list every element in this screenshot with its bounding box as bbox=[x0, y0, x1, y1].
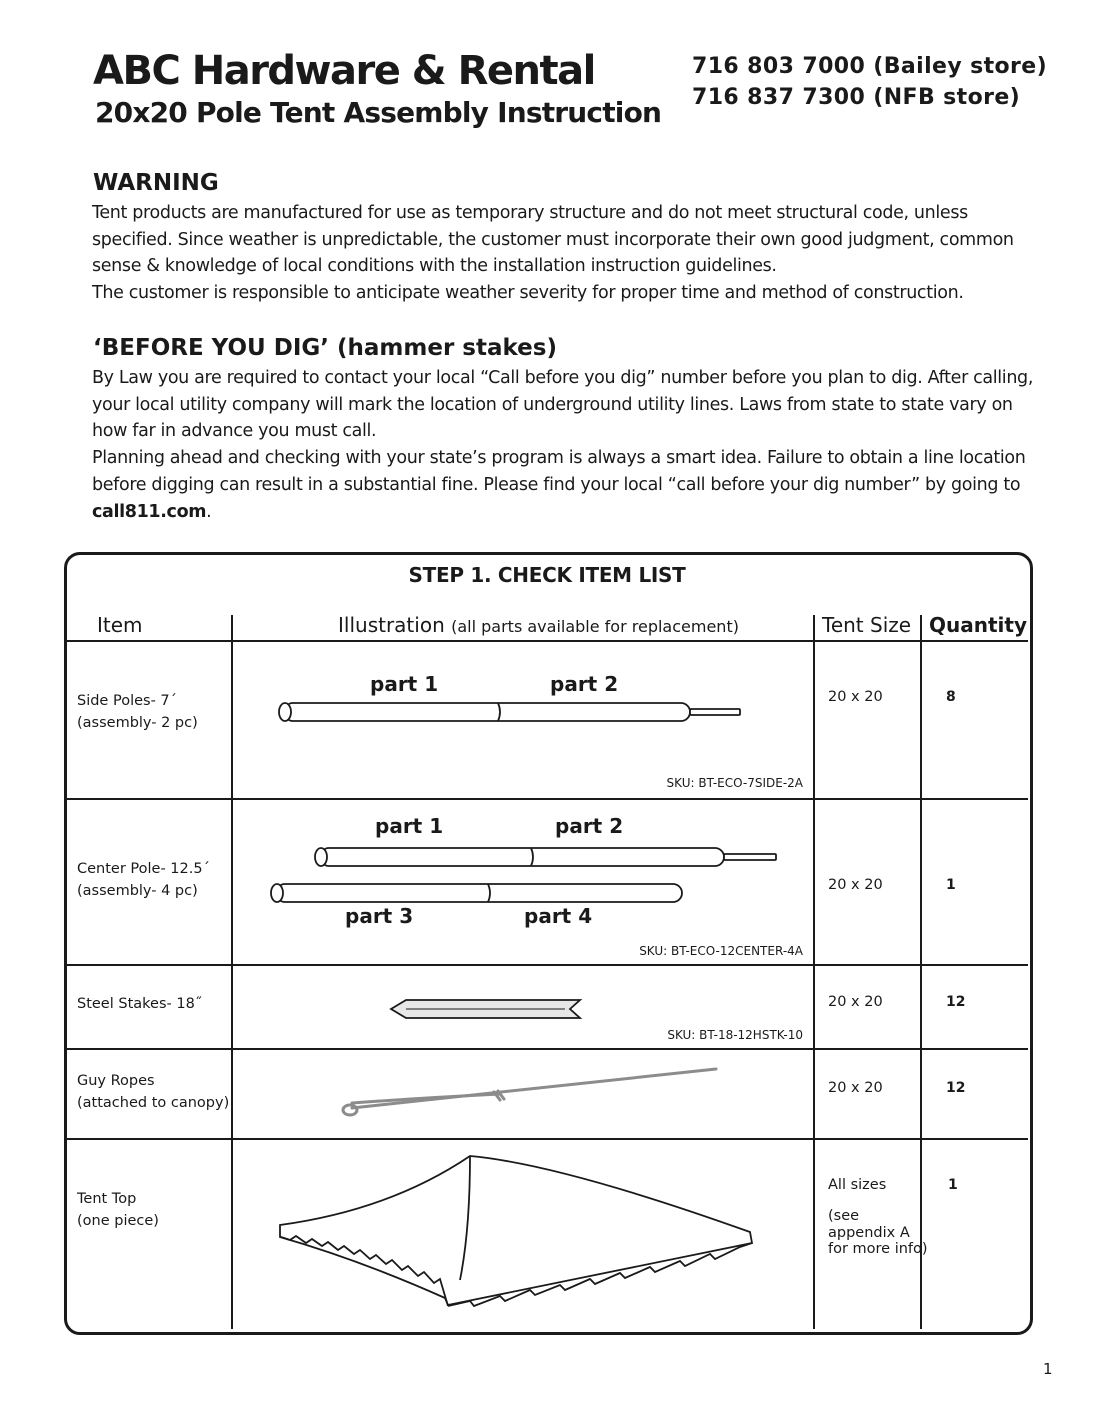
column-header-tent-size: Tent Size bbox=[822, 613, 912, 637]
center-pole-part-2-label: part 2 bbox=[555, 814, 624, 838]
row-center-pole-name: Center Pole- 12.5´ bbox=[77, 861, 210, 877]
center-pole-illustration bbox=[271, 848, 776, 902]
center-pole-lower-body bbox=[276, 884, 682, 902]
row-side-poles-sku: SKU: BT-ECO-7SIDE-2A bbox=[666, 776, 803, 790]
rope-return bbox=[352, 1094, 500, 1103]
row-steel-stakes-qty: 12 bbox=[946, 994, 966, 1010]
illustration-header-label: Illustration bbox=[338, 613, 445, 637]
row-tent-top-sub: (one piece) bbox=[77, 1213, 159, 1229]
side-pole-body bbox=[284, 703, 690, 721]
side-pole-part-1-label: part 1 bbox=[370, 672, 439, 696]
row-tent-top-qty: 1 bbox=[948, 1177, 958, 1193]
canopy-outline bbox=[280, 1156, 752, 1305]
phone-bailey-store: 716 803 7000 (Bailey store) bbox=[692, 54, 1048, 79]
dig-paragraph-2-end: . bbox=[206, 501, 212, 522]
rope-loop bbox=[343, 1105, 357, 1115]
dig-paragraph-1: By Law you are required to contact your local “Call before you dig” number before you plan to dig. After calling, your local utility company will mark the location of underground utility lines. Laws from state to state vary on how far in advance you must call. bbox=[92, 368, 1034, 442]
dig-paragraph-2-text: Planning ahead and checking with your state’s program is always a smart idea. Failure to obtain a line location before digging can result in a substantial fine. Please find your local “call before your dig number” by going to bbox=[92, 448, 1026, 495]
warning-paragraph-2: The customer is responsible to anticipate weather severity for proper time and method of construction. bbox=[92, 283, 964, 304]
size-note-line-3: for more info) bbox=[828, 1241, 928, 1257]
row-tent-top-size: All sizes bbox=[828, 1177, 887, 1193]
center-pole-lower-end bbox=[271, 884, 283, 902]
row-tent-top-name: Tent Top bbox=[77, 1191, 137, 1207]
row-center-pole-size: 20 x 20 bbox=[828, 877, 883, 893]
phone-nfb-store: 716 837 7300 (NFB store) bbox=[692, 85, 1021, 110]
steel-stake-illustration bbox=[391, 1000, 580, 1018]
side-pole-pin bbox=[690, 709, 740, 715]
row-center-pole-qty: 1 bbox=[946, 877, 956, 893]
warning-heading: WARNING bbox=[93, 170, 219, 196]
size-note-line-1: (see bbox=[828, 1208, 860, 1224]
row-steel-stakes-name: Steel Stakes- 18˝ bbox=[77, 996, 203, 1012]
column-header-quantity: Quantity bbox=[929, 613, 1027, 637]
side-pole-illustration bbox=[279, 703, 740, 721]
row-center-pole-sub: (assembly- 4 pc) bbox=[77, 883, 198, 899]
center-pole-part-3-label: part 3 bbox=[345, 904, 414, 928]
row-side-poles-name: Side Poles- 7´ bbox=[77, 693, 177, 709]
row-center-pole-sku: SKU: BT-ECO-12CENTER-4A bbox=[639, 944, 803, 958]
before-you-dig-heading: ‘BEFORE YOU DIG’ (hammer stakes) bbox=[93, 335, 557, 361]
center-pole-part-4-label: part 4 bbox=[524, 904, 593, 928]
center-pole-part-1-label: part 1 bbox=[375, 814, 444, 838]
center-pole-pin bbox=[724, 854, 776, 860]
center-pole-upper-end bbox=[315, 848, 327, 866]
warning-paragraph-1: Tent products are manufactured for use as temporary structure and do not meet structural code, unless specified. Since weather is unpredictable, the customer must incorporate their own good judgment, common sense & knowledge of local conditions with the installation instruction guidelines. bbox=[92, 203, 1014, 277]
row-side-poles-size: 20 x 20 bbox=[828, 689, 883, 705]
guy-rope-illustration bbox=[343, 1069, 716, 1115]
column-header-item: Item bbox=[97, 613, 143, 637]
row-guy-ropes-size: 20 x 20 bbox=[828, 1080, 883, 1096]
row-side-poles-sub: (assembly- 2 pc) bbox=[77, 715, 198, 731]
row-guy-ropes-name: Guy Ropes bbox=[77, 1073, 155, 1089]
side-pole-part-2-label: part 2 bbox=[550, 672, 619, 696]
row-guy-ropes-sub: (attached to canopy) bbox=[77, 1095, 230, 1111]
illustration-header-note: (all parts available for replacement) bbox=[451, 617, 739, 636]
side-pole-end bbox=[279, 703, 291, 721]
size-note-line-2: appendix A bbox=[828, 1224, 910, 1241]
step-1-title: STEP 1. CHECK ITEM LIST bbox=[408, 563, 686, 587]
call811-link[interactable]: call811.com bbox=[92, 501, 207, 522]
rope-line bbox=[352, 1069, 716, 1108]
tent-top-illustration bbox=[280, 1156, 752, 1306]
brand-title: ABC Hardware & Rental bbox=[93, 48, 595, 94]
row-side-poles-qty: 8 bbox=[946, 689, 956, 705]
page-number: 1 bbox=[1043, 1360, 1053, 1378]
row-steel-stakes-sku: SKU: BT-18-12HSTK-10 bbox=[667, 1028, 803, 1042]
document-subtitle: 20x20 Pole Tent Assembly Instruction bbox=[95, 96, 662, 129]
row-guy-ropes-qty: 12 bbox=[946, 1080, 966, 1096]
row-steel-stakes-size: 20 x 20 bbox=[828, 994, 883, 1010]
center-pole-upper-body bbox=[320, 848, 724, 866]
